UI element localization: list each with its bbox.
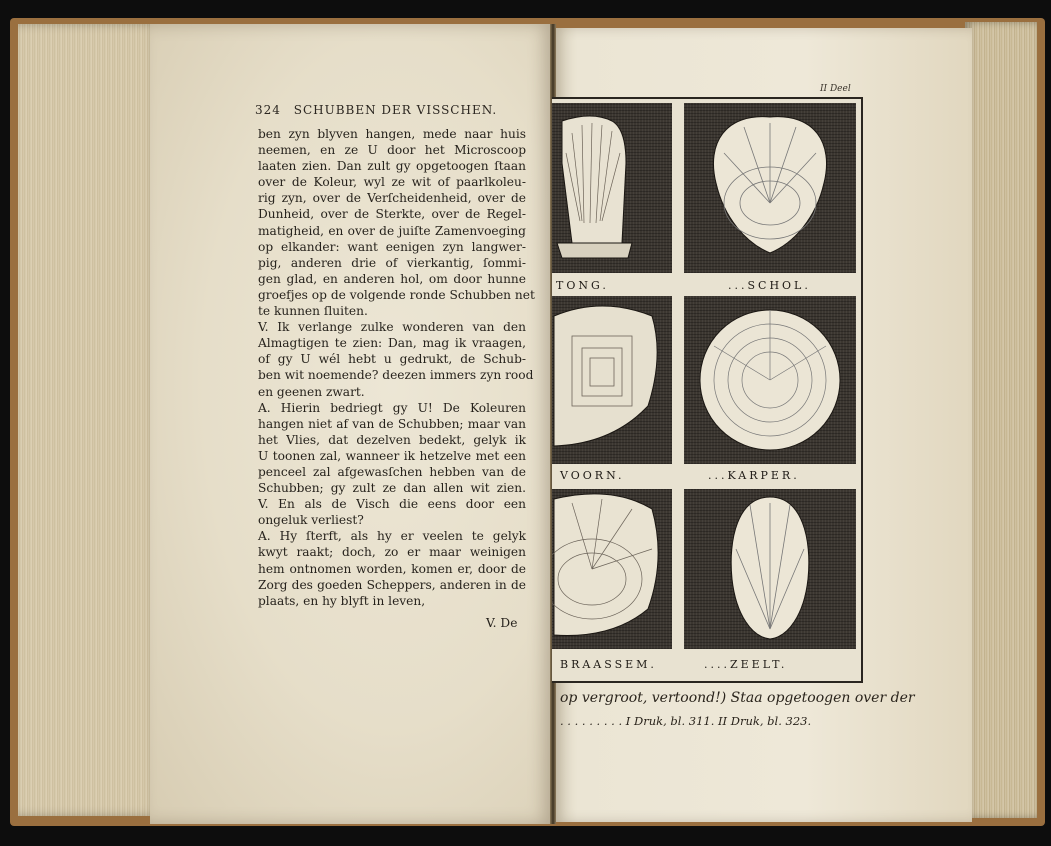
- text-line: laaten zien. Dan zult gy opgetoogen ſtaan: [258, 159, 526, 174]
- text-line: A. Hy ſterft, als hy er veelen te gelyk: [258, 529, 526, 544]
- schol-scale-drawing: [684, 103, 856, 273]
- engraving-plate: [552, 97, 863, 683]
- text-line: te kunnen ſluiten.: [258, 304, 368, 319]
- text-line: gen glad, en anderen hol, om door hunne: [258, 271, 526, 286]
- scale-illustration-zeelt: [684, 489, 856, 649]
- caption-karper: ...KARPER.: [708, 469, 800, 482]
- text-line: het Vlies, dat dezelven bedekt, gelyk ik: [258, 432, 526, 447]
- body-text: [258, 126, 535, 609]
- running-head-title: SCHUBBEN DER VISSCHEN.: [293, 103, 498, 117]
- text-line: en geenen zwart.: [258, 384, 365, 399]
- scale-illustration-braassem: [552, 489, 672, 649]
- text-line: pig, anderen drie of vierkantig, ſommi-: [258, 255, 526, 270]
- plate-caption-line-1: op vergroot, vertoond!) Staa opgetoogen over der: [560, 690, 915, 706]
- text-line: Schubben; gy zult ze dan allen wit zien.: [258, 481, 526, 496]
- text-line: of gy U wél hebt u gedrukt, de Schub-: [258, 352, 526, 367]
- braassem-scale-drawing: [552, 489, 672, 649]
- text-line: op elkander: want eenigen zyn langwer-: [258, 239, 526, 254]
- caption-zeelt: ....ZEELT.: [704, 658, 788, 671]
- text-line: penceel zal afgewasſchen hebben van de: [258, 464, 526, 479]
- caption-voorn: VOORN.: [560, 469, 625, 482]
- voorn-scale-drawing: [552, 296, 672, 464]
- text-line: rig zyn, over de Verſcheidenheid, over de: [258, 191, 526, 206]
- running-head: [255, 103, 497, 117]
- text-line: plaats, en hy blyft in leven,: [258, 593, 426, 608]
- tong-scale-drawing: [552, 103, 672, 273]
- text-line: ben zyn blyven hangen, mede naar huis: [258, 127, 526, 141]
- karper-scale-drawing: [684, 296, 856, 464]
- caption-braassem: BRAASSEM.: [560, 658, 657, 671]
- scale-illustration-karper: [684, 296, 856, 464]
- right-page-edges: [965, 22, 1037, 818]
- zeelt-scale-drawing: [684, 489, 856, 649]
- plate-caption-line-2: . . . . . . . . . I Druk, bl. 311. II Druk, bl. 323.: [560, 714, 812, 728]
- text-line: hem ontnomen worden, komen er, door de: [258, 561, 526, 576]
- scale-illustration-schol: [684, 103, 856, 273]
- text-line: V. En als de Visch die eens door een: [258, 497, 526, 512]
- text-line: matigheid, en over de juiſte Zamenvoeging: [258, 223, 526, 238]
- left-page-edges: [18, 24, 160, 816]
- text-line: V. Ik verlange zulke wonderen van den: [258, 320, 526, 335]
- text-line: Dunheid, over de Sterkte, over de Regel-: [258, 207, 526, 222]
- text-line: groefjes op de volgende ronde Schubben net: [258, 287, 535, 302]
- text-line: U toonen zal, wanneer ik hetzelve met een: [258, 448, 526, 463]
- text-line: A. Hierin bedriegt gy U! De Koleuren: [258, 400, 526, 415]
- text-line: Almagtigen te zien: Dan, mag ik vraagen,: [258, 336, 526, 351]
- text-line: kwyt raakt; doch, zo er maar weinigen: [258, 545, 526, 560]
- catchword: V. De: [486, 616, 518, 630]
- text-line: over de Koleur, wyl ze wit of paarlkoleu-: [258, 175, 526, 190]
- scale-illustration-voorn: [552, 296, 672, 464]
- page-number: 324: [255, 103, 281, 117]
- text-line: ongeluk verliest?: [258, 513, 364, 528]
- caption-tong: TONG.: [556, 279, 609, 292]
- caption-schol: ...SCHOL.: [728, 279, 811, 292]
- scale-illustration-tong: [552, 103, 672, 273]
- text-line: Zorg des goeden Scheppers, anderen in de: [258, 577, 526, 592]
- text-line: ben wit noemende? deezen immers zyn rood: [258, 368, 534, 383]
- volume-label: II Deel: [820, 84, 851, 94]
- text-line: hangen niet af van de Schubben; maar van: [258, 416, 526, 431]
- text-line: neemen, en ze U door het Microscoop: [258, 143, 526, 158]
